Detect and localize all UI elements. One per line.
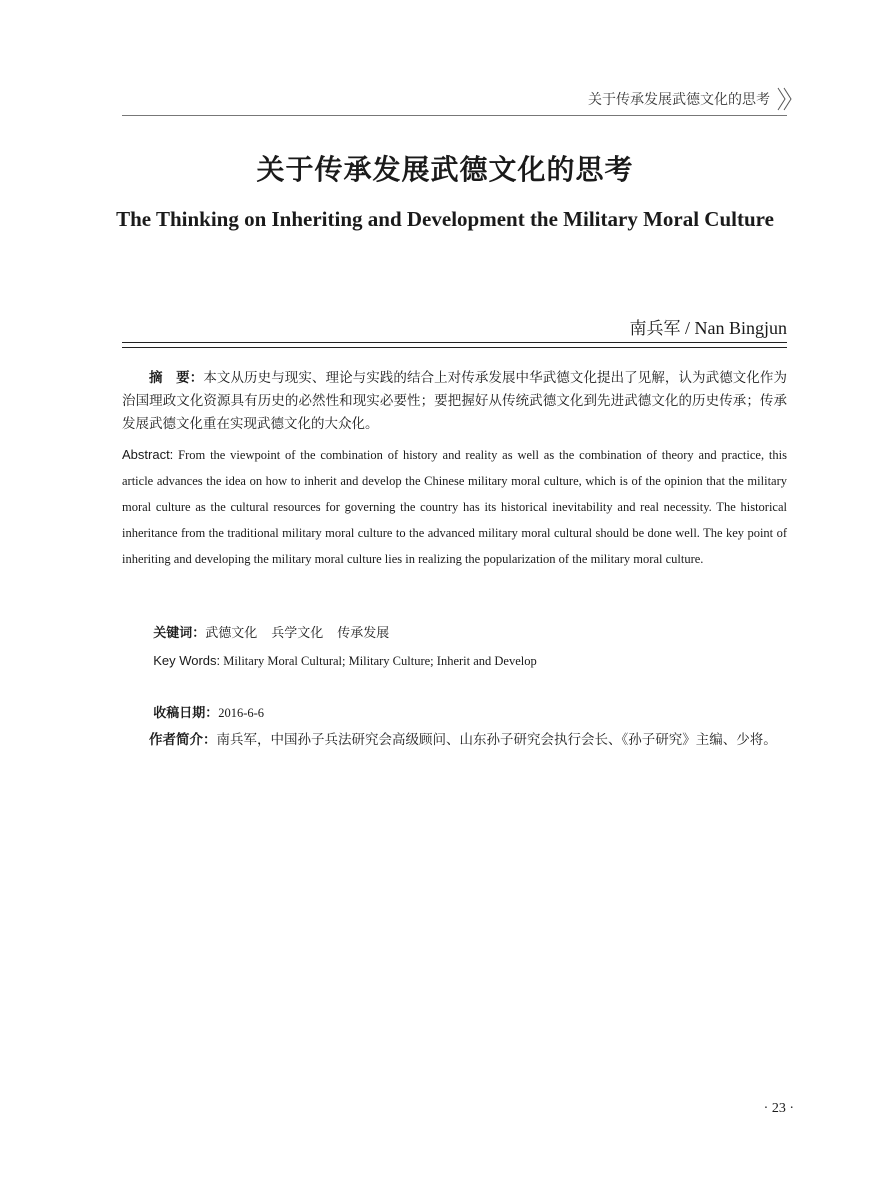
abstract-en-label: Abstract: xyxy=(122,447,174,462)
article-title-cn: 关于传承发展武德文化的思考 xyxy=(256,153,634,186)
abstract-cn xyxy=(122,367,787,436)
running-head-title: 关于传承发展武德文化的思考 xyxy=(588,92,770,108)
abstract-cn-text: 本文从历史与现实、理论与实践的结合上对传承发展中华武德文化提出了见解，认为武德文化作为治国理政文化资源具有历史的必然性和现实必要性；要把握好从传统武德文化到先进武德文化的历史传承；传承发展武德文化重在实现武德文化的大众化。 xyxy=(122,370,788,432)
author-name-en: Nan Bingjun xyxy=(694,318,787,338)
keyword-2: 兵学文化 xyxy=(271,626,324,641)
keywords-en-label: Key Words: xyxy=(153,653,221,668)
author-bio-text: 南兵军，中国孙子兵法研究会高级顾问、山东孙子研究会执行会长、《孙子研究》主编、少将。 xyxy=(216,732,777,748)
author-line xyxy=(629,314,787,339)
author-double-rule xyxy=(122,342,787,348)
keywords-cn xyxy=(122,623,787,645)
header-rule xyxy=(122,115,787,116)
running-head xyxy=(588,86,794,112)
author-bio xyxy=(122,729,787,752)
keyword-1: 武德文化 xyxy=(205,626,258,641)
article-title-en: The Thinking on Inheriting and Development the Military Moral Culture xyxy=(116,207,774,231)
keywords-cn-label: 关键词： xyxy=(153,626,206,641)
author-separator: / xyxy=(680,318,695,338)
double-chevron-icon xyxy=(776,86,794,112)
page-number: · 23 · xyxy=(763,1101,794,1116)
received-date xyxy=(122,702,787,725)
abstract-en-text: From the viewpoint of the combination of history and reality as well as the combination of theory and practice, this article advances the idea on how to inherit and develop the Chinese military moral culture, which is of the opinion that the military moral culture as the cultural resources for governing the country has its historical inevitability and real necessity. The historical inheritance from the traditional military moral culture to the advanced military moral cultural should be done well. The key point of inheriting and developing the military moral culture lies in realizing the popularization of the military moral culture. xyxy=(122,448,787,566)
author-bio-label: 作者简介： xyxy=(149,732,217,748)
keyword-3: 传承发展 xyxy=(337,626,390,641)
abstract-en xyxy=(122,442,787,572)
keywords-en xyxy=(122,650,787,673)
received-label: 收稿日期： xyxy=(153,706,219,721)
keywords-en-text: Military Moral Cultural; Military Culture; Inherit and Develop xyxy=(220,654,537,668)
abstract-cn-label: 摘 要： xyxy=(149,370,204,386)
author-name-cn: 南兵军 xyxy=(629,319,681,339)
received-value: 2016-6-6 xyxy=(218,706,265,720)
